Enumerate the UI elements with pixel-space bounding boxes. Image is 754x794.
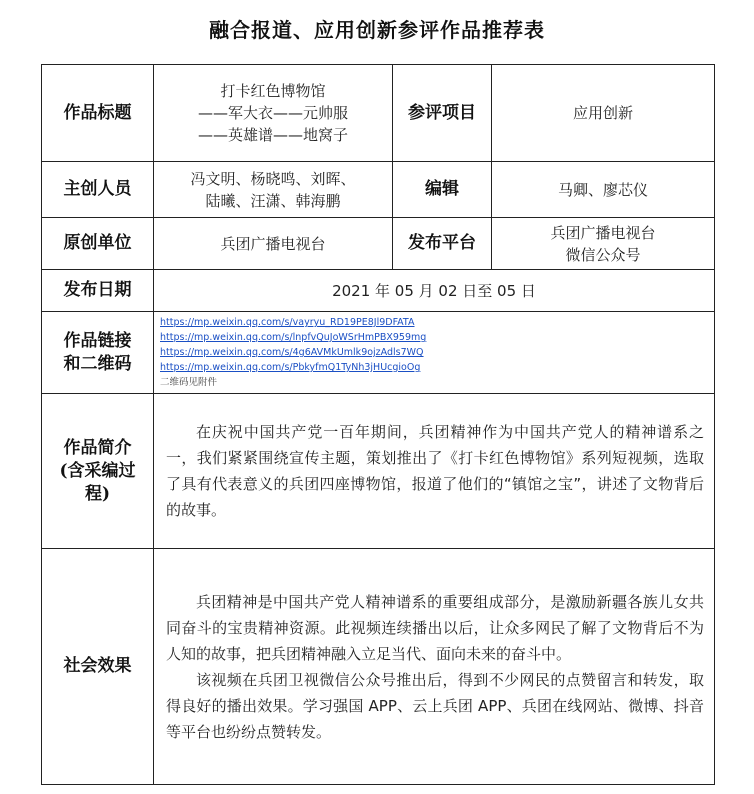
- effect-text: [154, 549, 715, 785]
- editor-value: 马卿、廖芯仪: [492, 162, 715, 218]
- platform-value: [492, 218, 715, 270]
- work-title-label: 作品标题: [42, 65, 154, 162]
- row-intro: [42, 394, 715, 549]
- recommendation-form: [41, 64, 715, 785]
- row-links: [42, 312, 715, 394]
- platform-line: 微信公众号: [565, 245, 641, 264]
- row-creators: [42, 162, 715, 218]
- row-unit: [42, 218, 715, 270]
- date-label: 发布日期: [42, 270, 154, 312]
- work-link[interactable]: https://mp.weixin.qq.com/s/lnpfvQuJoWSrHmPBX959mg: [160, 332, 427, 343]
- page-title: 融合报道、应用创新参评作品推荐表: [209, 18, 545, 42]
- date-value: 2021 年 05 月 02 日至 05 日: [154, 270, 715, 312]
- creators-label: 主创人员: [42, 162, 154, 218]
- row-date: [42, 270, 715, 312]
- work-link[interactable]: https://mp.weixin.qq.com/s/PbkyfmQ1TyNh3jHUcgioOg: [160, 362, 421, 373]
- qrcode-note: 二维码见附件: [160, 377, 218, 388]
- unit-value: 兵团广播电视台: [154, 218, 393, 270]
- platform-line: 兵团广播电视台: [550, 223, 656, 242]
- work-title-value: [154, 65, 393, 162]
- work-link[interactable]: https://mp.weixin.qq.com/s/vayryu_RD19PE8Jl9DFATA: [160, 317, 415, 328]
- effect-label: 社会效果: [42, 549, 154, 785]
- row-work-title: [42, 65, 715, 162]
- links-cell: [154, 312, 715, 394]
- intro-paragraph: 在庆祝中国共产党一百年期间，兵团精神作为中国共产党人的精神谱系之一，我们紧紧围绕宣传主题，策划推出了《打卡红色博物馆》系列短视频，选取了具有代表意义的兵团四座博物馆，报道了他们的“镇馆之宝”，讲述了文物背后的故事。: [166, 423, 704, 519]
- category-value: 应用创新: [492, 65, 715, 162]
- work-title-line: 打卡红色博物馆: [220, 82, 326, 100]
- unit-label: 原创单位: [42, 218, 154, 270]
- links-label: [42, 312, 154, 394]
- row-effect: [42, 549, 715, 785]
- effect-paragraph: 该视频在兵团卫视微信公众号推出后，得到不少网民的点赞留言和转发，取得良好的播出效果。学习强国 APP、云上兵团 APP、兵团在线网站、微博、抖音等平台也纷纷点赞转发。: [166, 670, 704, 741]
- creators-value: [154, 162, 393, 218]
- links-label-line: 作品链接: [63, 330, 132, 351]
- intro-label-line: 作品简介: [63, 437, 132, 458]
- effect-paragraph: 兵团精神是中国共产党人精神谱系的重要组成部分，是激励新疆各族儿女共同奋斗的宝贵精神资源。此视频连续播出以后，让众多网民了解了文物背后不为人知的故事，把兵团精神融入立足当代、面向未来的奋斗中。: [166, 592, 704, 663]
- category-label: 参评项目: [393, 65, 492, 162]
- intro-label-line: 程): [84, 483, 111, 504]
- intro-label-line: (含采编过: [59, 460, 136, 481]
- platform-label: 发布平台: [393, 218, 492, 270]
- work-link[interactable]: https://mp.weixin.qq.com/s/4g6AVMkUmlk9ojzAdls7WQ: [160, 347, 424, 358]
- creators-line: 冯文明、杨晓鸣、刘晖、: [190, 169, 356, 188]
- intro-text: [154, 394, 715, 549]
- editor-label: 编辑: [393, 162, 492, 218]
- work-title-line: ——军大衣——元帅服: [197, 104, 348, 122]
- links-label-line: 和二维码: [63, 353, 132, 374]
- intro-label: [42, 394, 154, 549]
- work-title-line: ——英雄谱——地窝子: [197, 126, 348, 144]
- creators-line: 陆曦、汪潇、韩海鹏: [205, 191, 341, 210]
